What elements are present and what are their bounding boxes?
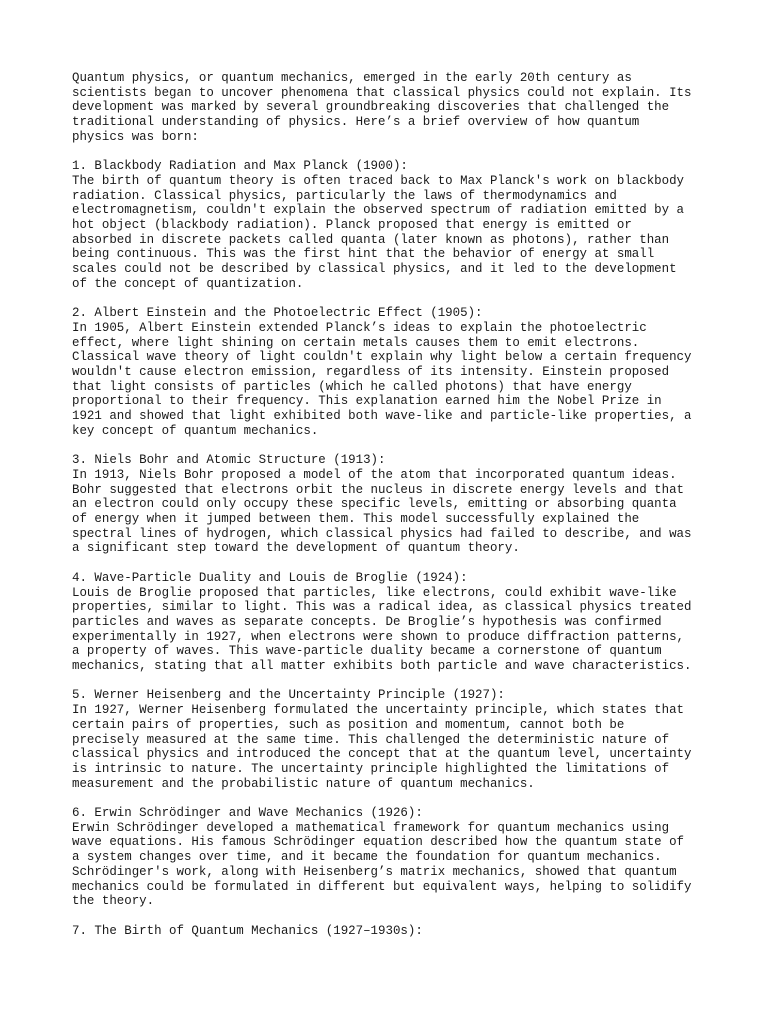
section-line: The birth of quantum theory is often traced back to Max Planck's work on blackbody — [72, 173, 685, 188]
section-line: of energy when it jumped between them. This model successfully explained the — [72, 512, 640, 527]
section-3 — [72, 453, 728, 556]
section-heading: 3. Niels Bohr and Atomic Structure (1913): — [72, 453, 386, 468]
intro-line: development was marked by several groundbreaking discoveries that challenged the — [72, 100, 670, 115]
section-line: particles and waves as separate concepts. De Broglie’s hypothesis was confirmed — [72, 614, 662, 629]
section-line: effect, where light shining on certain metals causes them to emit electrons. — [72, 335, 640, 350]
section-line: a system changes over time, and it became the foundation for quantum mechanics. — [72, 850, 662, 865]
section-5 — [72, 688, 728, 791]
section-line: key concept of quantum mechanics. — [72, 423, 319, 438]
section-heading: 7. The Birth of Quantum Mechanics (1927–1930s): — [72, 923, 423, 938]
section-line: is intrinsic to nature. The uncertainty principle highlighted the limitations of — [72, 761, 670, 776]
section-line: wouldn't cause electron emission, regardless of its intensity. Einstein proposed — [72, 365, 670, 380]
section-line: Erwin Schrödinger developed a mathematical framework for quantum mechanics using — [72, 820, 670, 835]
section-line: scales could not be described by classical physics, and it led to the development — [72, 262, 677, 277]
section-line: classical physics and introduced the concept that at the quantum level, uncertainty — [72, 747, 692, 762]
section-line: properties, similar to light. This was a radical idea, as classical physics treated — [72, 600, 692, 615]
section-line: a property of waves. This wave-particle duality became a cornerstone of quantum — [72, 644, 662, 659]
section-line: measurement and the probabilistic nature of quantum mechanics. — [72, 776, 535, 791]
section-line: mechanics, stating that all matter exhibits both particle and wave characteristics. — [72, 659, 692, 674]
section-line: mechanics could be formulated in different but equivalent ways, helping to solidify — [72, 879, 692, 894]
section-line: Louis de Broglie proposed that particles, like electrons, could exhibit wave-like — [72, 585, 677, 600]
section-line: radiation. Classical physics, particularly the laws of thermodynamics and — [72, 188, 617, 203]
intro-line: Quantum physics, or quantum mechanics, emerged in the early 20th century as — [72, 71, 632, 85]
section-line: that light consists of particles (which he called photons) that have energy — [72, 379, 632, 394]
section-line: 1921 and showed that light exhibited both wave-like and particle-like properties, a — [72, 409, 692, 424]
section-heading: 4. Wave-Particle Duality and Louis de Broglie (1924): — [72, 570, 468, 585]
intro-paragraph — [72, 71, 728, 145]
section-line: precisely measured at the same time. This challenged the deterministic nature of — [72, 732, 670, 747]
section-line: In 1927, Werner Heisenberg formulated the uncertainty principle, which states that — [72, 703, 685, 718]
section-line: wave equations. His famous Schrödinger equation described how the quantum state of — [72, 835, 685, 850]
section-line: electromagnetism, couldn't explain the observed spectrum of radiation emitted by a — [72, 203, 685, 218]
section-line: being continuous. This was the first hint that the behavior of energy at small — [72, 247, 655, 262]
section-6 — [72, 806, 728, 909]
section-line: absorbed in discrete packets called quanta (later known as photons), rather than — [72, 232, 670, 247]
intro-line: physics was born: — [72, 129, 199, 144]
section-4 — [72, 571, 728, 674]
intro-line: traditional understanding of physics. Here’s a brief overview of how quantum — [72, 115, 640, 130]
section-line: proportional to their frequency. This explanation earned him the Nobel Prize in — [72, 394, 662, 409]
section-7 — [72, 924, 728, 939]
section-heading: 2. Albert Einstein and the Photoelectric Effect (1905): — [72, 306, 483, 321]
section-line: Bohr suggested that electrons orbit the nucleus in discrete energy levels and that — [72, 482, 685, 497]
section-line: certain pairs of properties, such as position and momentum, cannot both be — [72, 717, 625, 732]
section-heading: 6. Erwin Schrödinger and Wave Mechanics (1926): — [72, 806, 423, 821]
section-line: of the concept of quantization. — [72, 276, 304, 291]
section-heading: 1. Blackbody Radiation and Max Planck (1900): — [72, 159, 408, 174]
section-2 — [72, 306, 728, 438]
section-heading: 5. Werner Heisenberg and the Uncertainty Principle (1927): — [72, 688, 505, 703]
intro-line: scientists began to uncover phenomena that classical physics could not explain. Its — [72, 85, 692, 100]
section-line: In 1905, Albert Einstein extended Planck’s ideas to explain the photoelectric — [72, 320, 647, 335]
section-line: experimentally in 1927, when electrons were shown to produce diffraction patterns, — [72, 629, 685, 644]
section-line: the theory. — [72, 894, 155, 909]
section-line: an electron could only occupy these specific levels, emitting or absorbing quanta — [72, 497, 677, 512]
section-line: spectral lines of hydrogen, which classical physics had failed to describe, and was — [72, 526, 692, 541]
section-line: In 1913, Niels Bohr proposed a model of the atom that incorporated quantum ideas. — [72, 467, 677, 482]
section-line: hot object (blackbody radiation). Planck proposed that energy is emitted or — [72, 218, 632, 233]
section-line: Schrödinger's work, along with Heisenberg’s matrix mechanics, showed that quantum — [72, 864, 677, 879]
section-line: Classical wave theory of light couldn't explain why light below a certain frequency — [72, 350, 692, 365]
section-1 — [72, 159, 728, 291]
section-line: a significant step toward the development of quantum theory. — [72, 541, 520, 556]
